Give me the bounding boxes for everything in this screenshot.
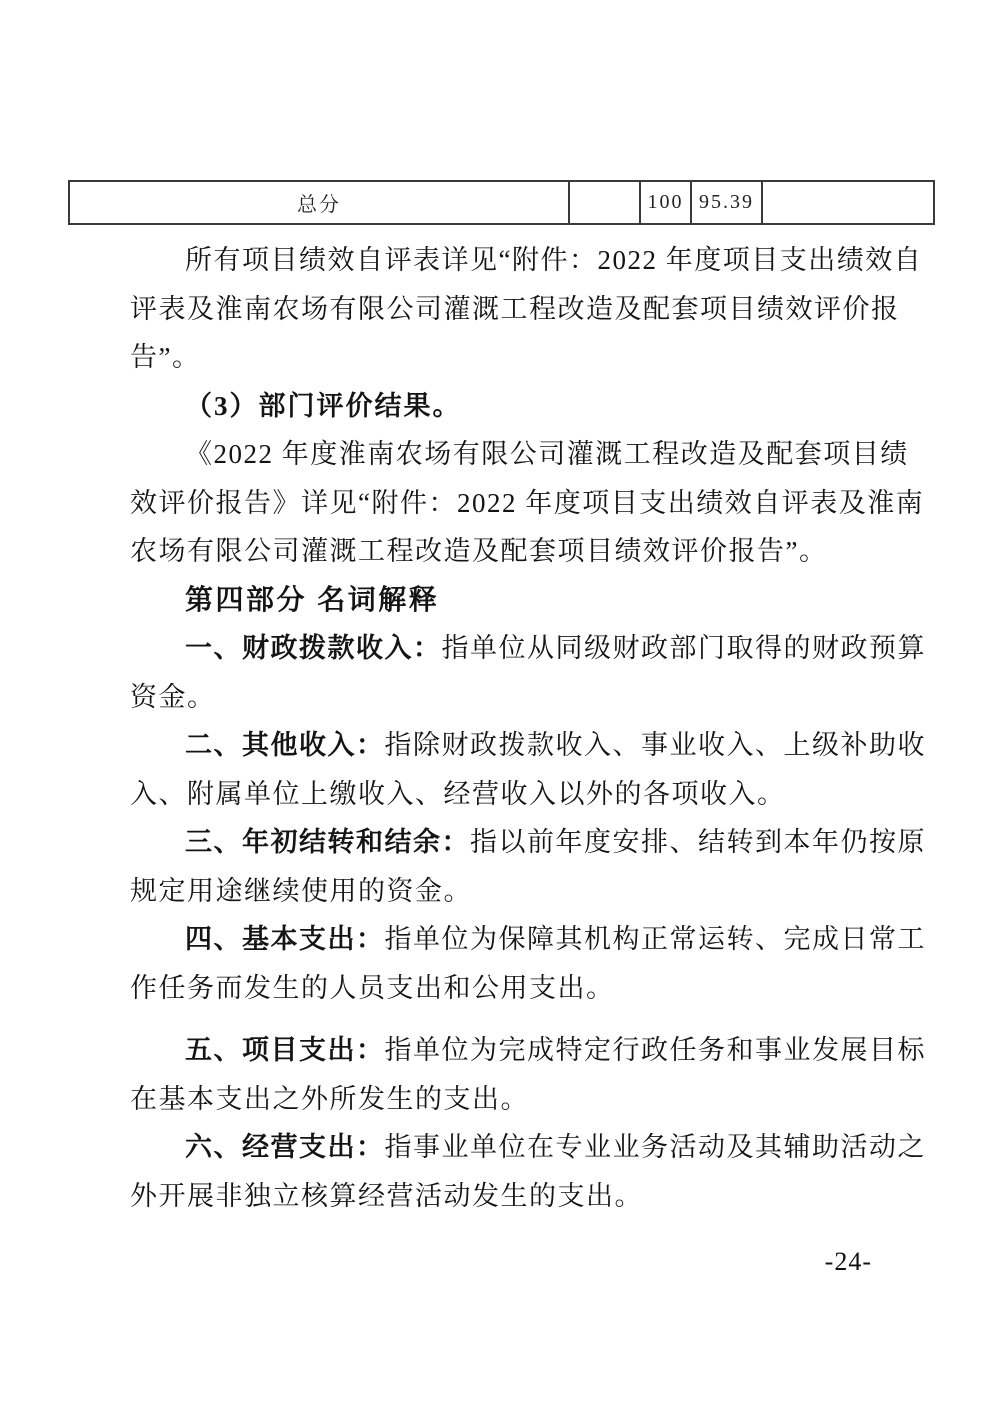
table-cell-empty-1	[570, 182, 641, 223]
text-line: 规定用途继续使用的资金。	[130, 875, 472, 906]
text-line: 作任务而发生的人员支出和公用支出。	[130, 972, 615, 1003]
text-line: 农场有限公司灌溉工程改造及配套项目绩效评价报告”。	[130, 536, 828, 566]
text-line: 效评价报告》详见“附件：2022 年度项目支出绩效自评表及淮南	[130, 487, 925, 518]
text-line: 二、其他收入：指除财政拨款收入、事业收入、上级补助收	[185, 730, 926, 760]
table-cell-actual-score: 95.39	[692, 182, 763, 223]
term-label: 六、经营支出：	[185, 1132, 385, 1162]
paragraph-term-5	[130, 1026, 926, 1123]
heading-dept-eval-result	[130, 382, 878, 431]
score-table	[68, 180, 935, 225]
term-label: 四、基本支出：	[185, 924, 385, 954]
paragraph-term-4	[130, 915, 926, 1012]
term-label: （3）部门评价结果。	[185, 390, 462, 421]
text-line: 六、经营支出：指事业单位在专业业务活动及其辅助活动之	[185, 1132, 926, 1162]
paragraph-term-6	[130, 1123, 926, 1220]
term-label: 五、项目支出：	[185, 1035, 385, 1065]
text-line: 三、年初结转和结余：指以前年度安排、结转到本年仍按原	[185, 827, 926, 857]
text-line: 评表及淮南农场有限公司灌溉工程改造及配套项目绩效评价报	[130, 293, 900, 324]
text-line: 一、财政拨款收入：指单位从同级财政部门取得的财政预算	[185, 633, 926, 663]
page-number: -24-	[824, 1247, 872, 1276]
text-line	[130, 382, 878, 431]
table-cell-total-label: 总分	[70, 182, 570, 223]
text-line: 告”。	[130, 342, 201, 372]
text-line: 四、基本支出：指单位为保障其机构正常运转、完成日常工	[185, 924, 926, 954]
paragraph-self-eval-note	[130, 236, 923, 382]
text-line: 五、项目支出：指单位为完成特定行政任务和事业发展目标	[185, 1035, 926, 1065]
paragraph-term-1	[130, 624, 926, 721]
text-line: 入、附属单位上缴收入、经营收入以外的各项收入。	[130, 778, 786, 809]
table-cell-empty-2	[763, 182, 933, 223]
text-line: 《2022 年度淮南农场有限公司灌溉工程改造及配套项目绩	[185, 439, 909, 469]
text-line: 所有项目绩效自评表详见“附件：2022 年度项目支出绩效自	[185, 245, 923, 275]
heading-part-four	[130, 576, 878, 625]
text-line: 在基本支出之外所发生的支出。	[130, 1083, 529, 1114]
text-line: 资金。	[130, 681, 216, 712]
term-label: 二、其他收入：	[185, 730, 385, 760]
paragraph-dept-eval-report	[130, 430, 925, 576]
text-line: 第四部分 名词解释	[185, 583, 440, 615]
term-label: 一、财政拨款收入：	[185, 633, 442, 663]
table-cell-max-score: 100	[641, 182, 692, 223]
paragraph-term-3	[130, 818, 926, 915]
text-line: 外开展非独立核算经营活动发生的支出。	[130, 1180, 643, 1211]
document-body	[130, 236, 926, 1220]
term-label: 三、年初结转和结余：	[185, 827, 470, 857]
paragraph-term-2	[130, 721, 926, 818]
